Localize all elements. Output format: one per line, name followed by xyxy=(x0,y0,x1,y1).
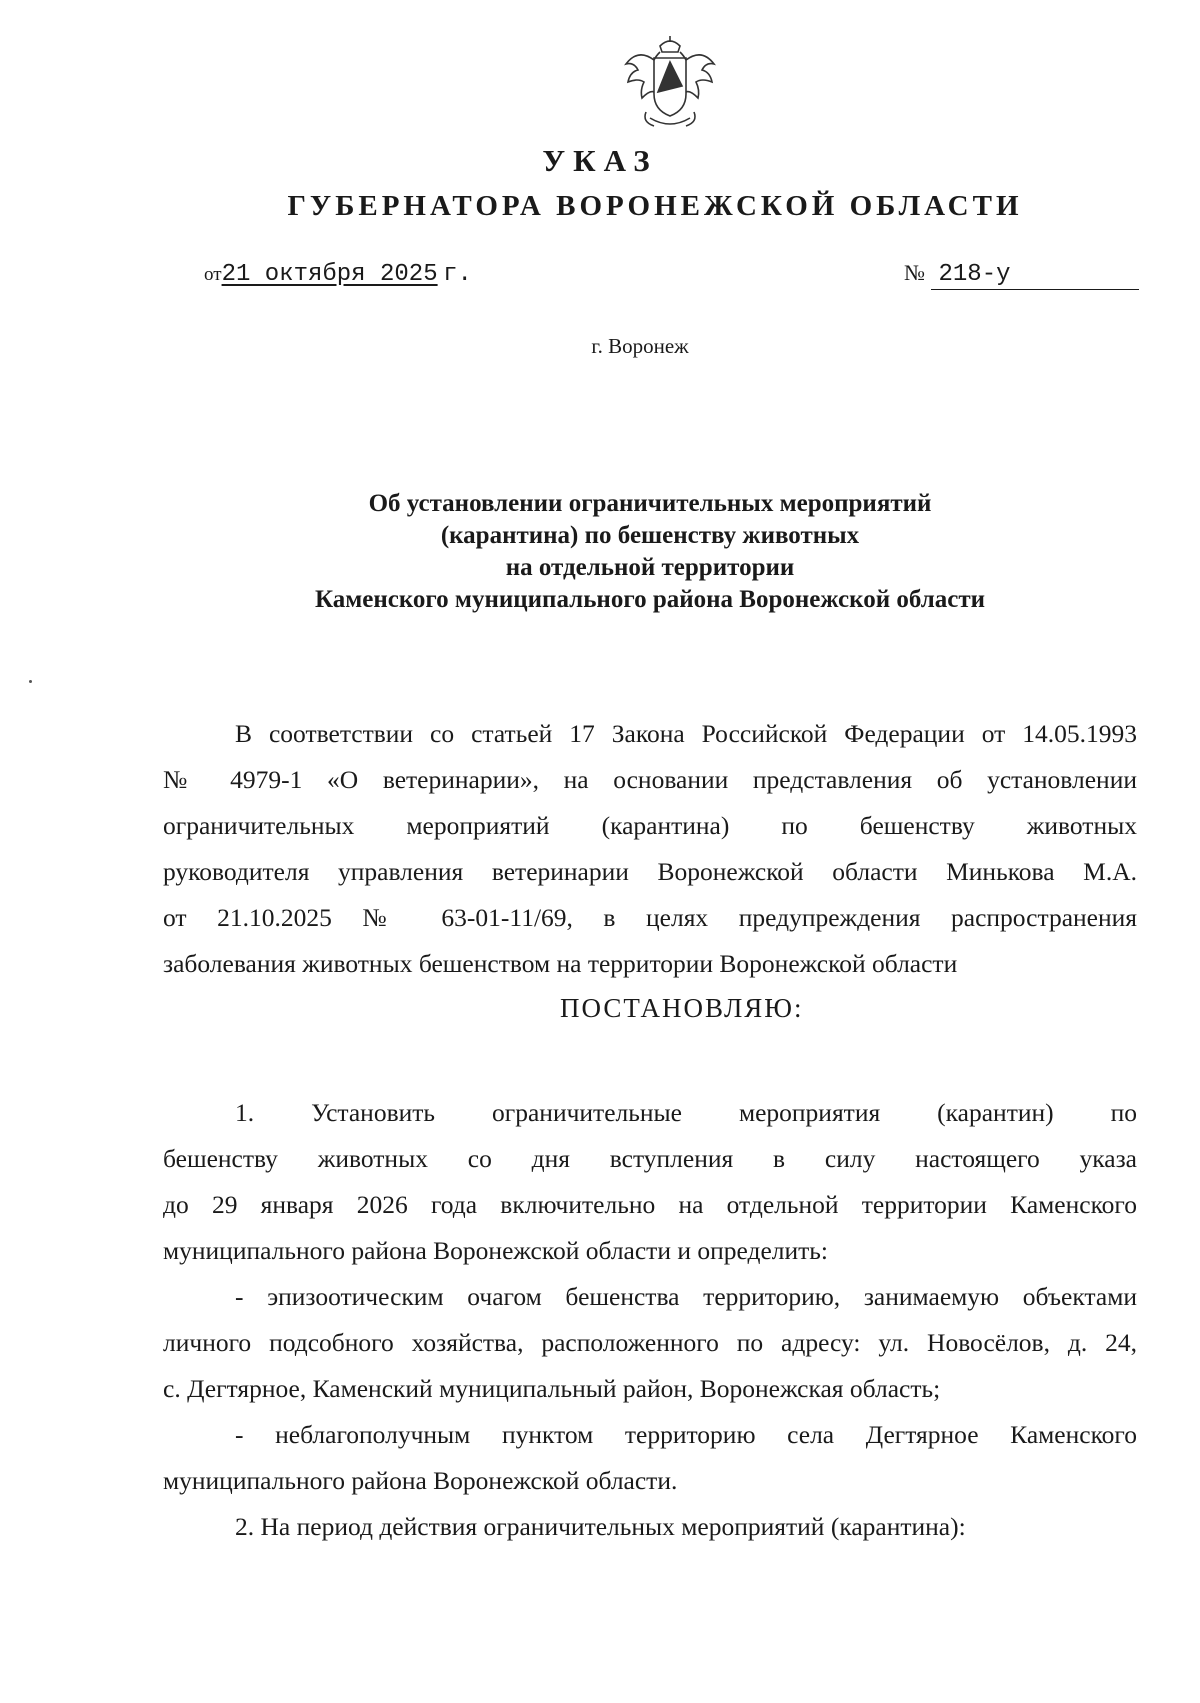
text-line: муниципального района Воронежской области. xyxy=(163,1466,678,1495)
decree-issuer: ГУБЕРНАТОРА ВОРОНЕЖСКОЙ ОБЛАСТИ xyxy=(287,190,1023,222)
text-line: ограничительных мероприятий (карантина) по бешенству животных xyxy=(163,811,1137,840)
text-line: 2. На период действия ограничительных мероприятий (карантина): xyxy=(235,1512,966,1541)
decree-subject xyxy=(160,488,1140,616)
text-line: до 29 января 2026 года включительно на отдельной территории Каменского xyxy=(163,1190,1137,1219)
decree-number-line xyxy=(904,260,1139,290)
text-line: В соответствии со статьей 17 Закона Российской Федерации от 14.05.1993 xyxy=(235,719,1137,748)
text-line: от 21.10.2025 № 63-01-11/69, в целях предупреждения распространения xyxy=(163,903,1137,932)
subject-line: Каменского муниципального района Воронежской области xyxy=(314,586,986,613)
text-line: бешенству животных со дня вступления в силу настоящего указа xyxy=(163,1144,1137,1173)
decree-number: 218-у xyxy=(931,261,1139,290)
text-line: муниципального района Воронежской области и определить: xyxy=(163,1236,829,1265)
decree-date-line xyxy=(204,260,472,288)
text-line: с. Дегтярное, Каменский муниципальный район, Воронежская область; xyxy=(163,1374,941,1403)
text-line: заболевания животных бешенством на территории Воронежской области xyxy=(163,949,958,978)
date-prefix: от xyxy=(204,264,222,285)
text-line: - неблагополучным пунктом территорию села Дегтярное Каменского xyxy=(235,1420,1137,1449)
subject-line: Об установлении ограничительных мероприятий xyxy=(368,490,932,517)
date-suffix: г. xyxy=(443,261,472,288)
decree-city: г. Воронеж xyxy=(591,334,689,358)
decree-date: 21 октября 2025 xyxy=(221,261,438,288)
text-line: - эпизоотическим очагом бешенства территорию, занимаемую объектами xyxy=(235,1282,1137,1311)
text-line: 1. Установить ограничительные мероприятия (карантин) по xyxy=(235,1098,1137,1127)
scan-speck xyxy=(29,680,32,683)
preamble-paragraph xyxy=(163,711,1137,987)
text-line: личного подсобного хозяйства, расположенного по адресу: ул. Новосёлов, д. 24, xyxy=(163,1328,1137,1357)
resolve-heading: ПОСТАНОВЛЯЮ: xyxy=(560,993,804,1023)
item-1-paragraph xyxy=(163,1090,1137,1550)
text-line: № 4979-1 «О ветеринарии», на основании представления об установлении xyxy=(163,765,1137,794)
subject-line: на отдельной территории xyxy=(505,554,795,581)
number-prefix: № xyxy=(904,260,925,285)
text-line: руководителя управления ветеринарии Воронежской области Минькова М.А. xyxy=(163,857,1137,886)
coat-of-arms-emblem xyxy=(620,34,720,134)
decree-title: УКАЗ xyxy=(542,143,658,178)
subject-line: (карантина) по бешенству животных xyxy=(440,522,860,549)
